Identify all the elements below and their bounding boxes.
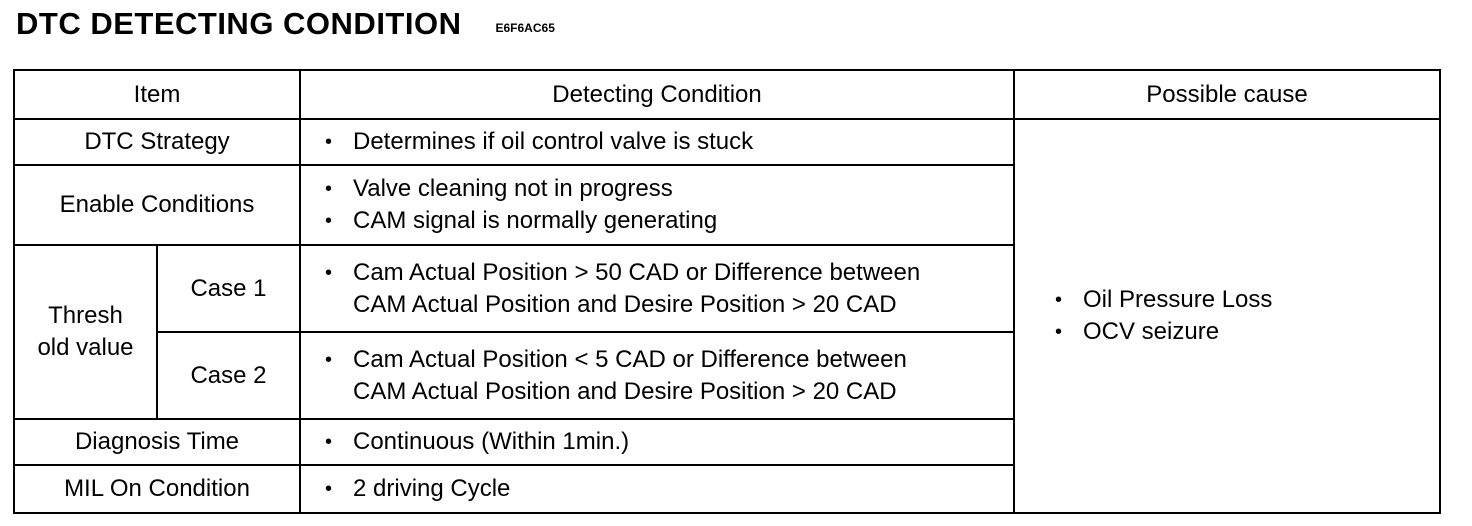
condition-line: • Cam Actual Position > 50 CAD or Difference between CAM Actual Position and Desire Position > 20 CAD [325,258,921,318]
condition-line: • Determines if oil control valve is stuck [325,128,754,155]
item-case2: Case 2 [157,332,300,419]
document-code: E6F6AC65 [495,21,555,35]
document-title: DTC DETECTING CONDITION [16,6,462,41]
header-detecting-condition: Detecting Condition [300,70,1014,119]
dtc-condition-table [13,69,1441,514]
item-mil-on-condition: MIL On Condition [14,465,300,513]
condition-enable [300,165,1014,245]
condition-line: • Valve cleaning not in progress [325,175,673,202]
condition-line: • 2 driving Cycle [325,475,511,502]
item-dtc-strategy: DTC Strategy [14,119,300,165]
item-diagnosis-time: Diagnosis Time [14,419,300,465]
condition-line: • CAM signal is normally generating [325,207,718,234]
condition-line: • Cam Actual Position < 5 CAD or Difference between CAM Actual Position and Desire Position > 20 CAD [325,345,907,405]
header-possible-cause: Possible cause [1014,70,1440,119]
cause-item: • Oil Pressure Loss [1055,286,1273,313]
item-threshold-value: Thresh old value [14,245,157,419]
condition-line: • Continuous (Within 1min.) [325,428,630,455]
header-item: Item [14,70,300,119]
document-header [16,6,555,46]
row-dtc-strategy [14,119,1440,165]
condition-case2 [300,332,1014,419]
possible-cause-cell [1014,119,1440,513]
condition-case1 [300,245,1014,332]
condition-diagnosis-time [300,419,1014,465]
condition-dtc-strategy [300,119,1014,165]
item-case1: Case 1 [157,245,300,332]
item-enable-conditions: Enable Conditions [14,165,300,245]
cause-item: • OCV seizure [1055,318,1220,345]
table-header-row [14,70,1440,119]
condition-mil [300,465,1014,513]
